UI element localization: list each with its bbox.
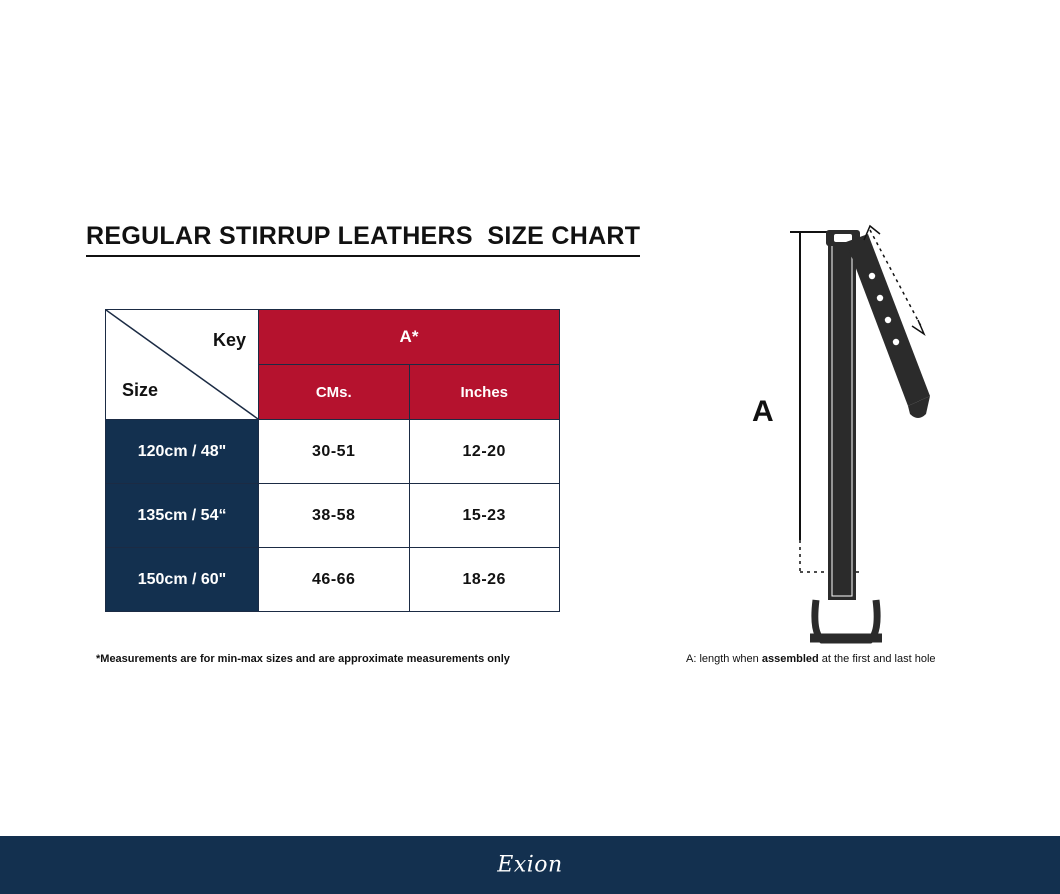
corner-key-label: Key bbox=[212, 330, 246, 350]
footnote-measurements: *Measurements are for min-max sizes and are approximate measurements only bbox=[96, 653, 510, 665]
footnote-diagram-pre: A: length when bbox=[686, 653, 762, 665]
table-row bbox=[106, 420, 560, 484]
page-title: REGULAR STIRRUP LEATHERS SIZE CHART bbox=[86, 222, 640, 257]
stirrup-iron-icon bbox=[810, 600, 882, 640]
subheader-inches: Inches bbox=[409, 365, 560, 420]
subheader-cms: CMs. bbox=[259, 365, 410, 420]
corner-cell bbox=[106, 310, 259, 420]
table-row bbox=[106, 484, 560, 548]
row-size-label: 135cm / 54“ bbox=[106, 484, 259, 548]
row-inches-value: 12-20 bbox=[409, 420, 560, 484]
row-cms-value: 30-51 bbox=[259, 420, 410, 484]
dimension-label-a: A bbox=[752, 395, 774, 428]
row-size-label: 120cm / 48" bbox=[106, 420, 259, 484]
corner-size-label: Size bbox=[122, 380, 159, 400]
row-size-label: 150cm / 60" bbox=[106, 548, 259, 612]
row-inches-value: 18-26 bbox=[409, 548, 560, 612]
diagonal-divider-icon bbox=[106, 310, 258, 419]
table-header-row bbox=[106, 310, 560, 365]
size-chart-table bbox=[105, 309, 560, 612]
stirrup-leather-diagram bbox=[660, 200, 1020, 660]
row-inches-value: 15-23 bbox=[409, 484, 560, 548]
footnote-diagram-post: at the first and last hole bbox=[818, 653, 936, 665]
leather-strap-punched-icon bbox=[846, 234, 930, 418]
footnote-diagram-bold: assembled bbox=[761, 653, 819, 665]
size-chart-table-container bbox=[105, 309, 560, 612]
row-cms-value: 38-58 bbox=[259, 484, 410, 548]
brand-logo: Exion bbox=[497, 852, 563, 878]
leather-strap-vertical-icon bbox=[828, 236, 856, 600]
row-cms-value: 46-66 bbox=[259, 548, 410, 612]
table-row bbox=[106, 548, 560, 612]
footer-bar bbox=[0, 836, 1060, 894]
group-header-a: A* bbox=[259, 310, 560, 365]
